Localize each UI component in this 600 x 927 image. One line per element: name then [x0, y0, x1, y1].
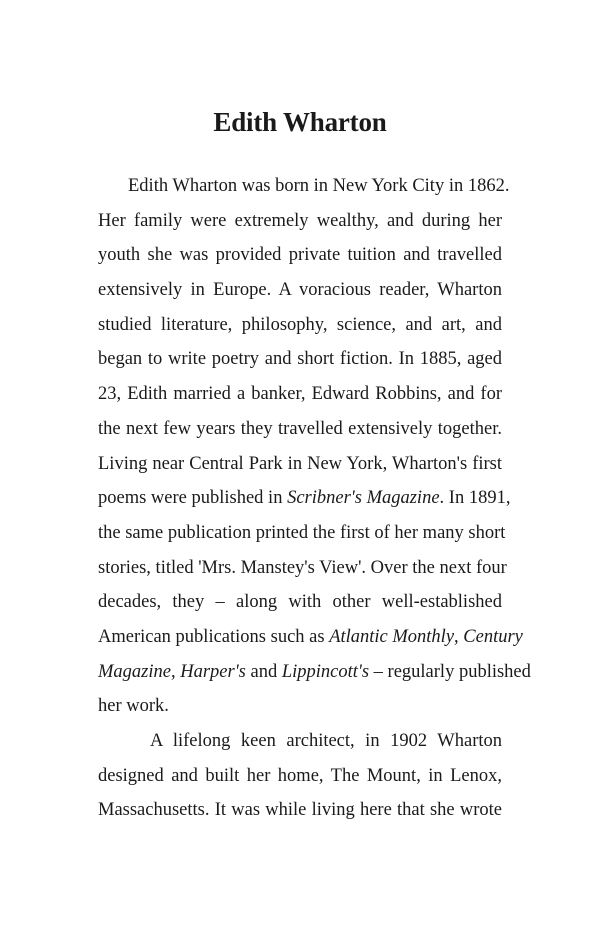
text-run: ,	[170, 661, 181, 682]
italic-title-run: Magazine	[98, 661, 171, 682]
text-run: – regularly published	[369, 661, 531, 682]
text-line: studied literature, philosophy, science, and art, and	[98, 314, 502, 335]
text-line	[98, 655, 531, 690]
page-title: Edith Wharton	[213, 107, 387, 137]
text-line: the next few years they travelled extensively together.	[98, 418, 502, 439]
text-run: ,	[454, 626, 464, 647]
italic-title-run: Atlantic Monthly	[329, 626, 455, 647]
text-line: designed and built her home, The Mount, in Lenox,	[98, 765, 502, 786]
paragraph-2	[98, 724, 502, 828]
text-line: her work.	[98, 696, 169, 717]
text-line: Massachusetts. It was while living here that she wrote	[98, 800, 502, 821]
text-run: poems were published in	[98, 488, 288, 509]
italic-title-run: Century	[463, 626, 523, 647]
italic-title-run: Scribner's Magazine	[287, 488, 440, 509]
text-line: began to write poetry and short fiction. In 1885, aged	[98, 349, 502, 370]
text-line: Her family were extremely wealthy, and during her	[98, 210, 502, 231]
italic-title-run: Harper's	[180, 661, 246, 682]
text-line: Edith Wharton was born in New York City in 1862.	[128, 176, 510, 196]
text-line: 23, Edith married a banker, Edward Robbins, and for	[98, 384, 502, 405]
text-line: youth she was provided private tuition and travelled	[98, 245, 502, 266]
text-line: decades, they – along with other well-established	[98, 592, 502, 613]
text-run: and	[245, 661, 282, 682]
text-line: extensively in Europe. A voracious reader, Wharton	[98, 280, 502, 301]
text-line	[98, 620, 523, 655]
text-run: . In 1891,	[439, 488, 511, 509]
text-line: A lifelong keen architect, in 1902 Wharton	[150, 731, 502, 751]
text-line	[98, 481, 511, 516]
text-line: stories, titled 'Mrs. Manstey's View'. Over the next four	[98, 557, 507, 578]
body-text	[98, 169, 531, 828]
text-line: the same publication printed the first of her many short	[98, 522, 506, 543]
paragraph-1	[98, 169, 531, 724]
text-line: Living near Central Park in New York, Wharton's first	[98, 453, 502, 474]
italic-title-run: Lippincott's	[281, 661, 370, 682]
text-run: American publications such as	[98, 626, 330, 647]
